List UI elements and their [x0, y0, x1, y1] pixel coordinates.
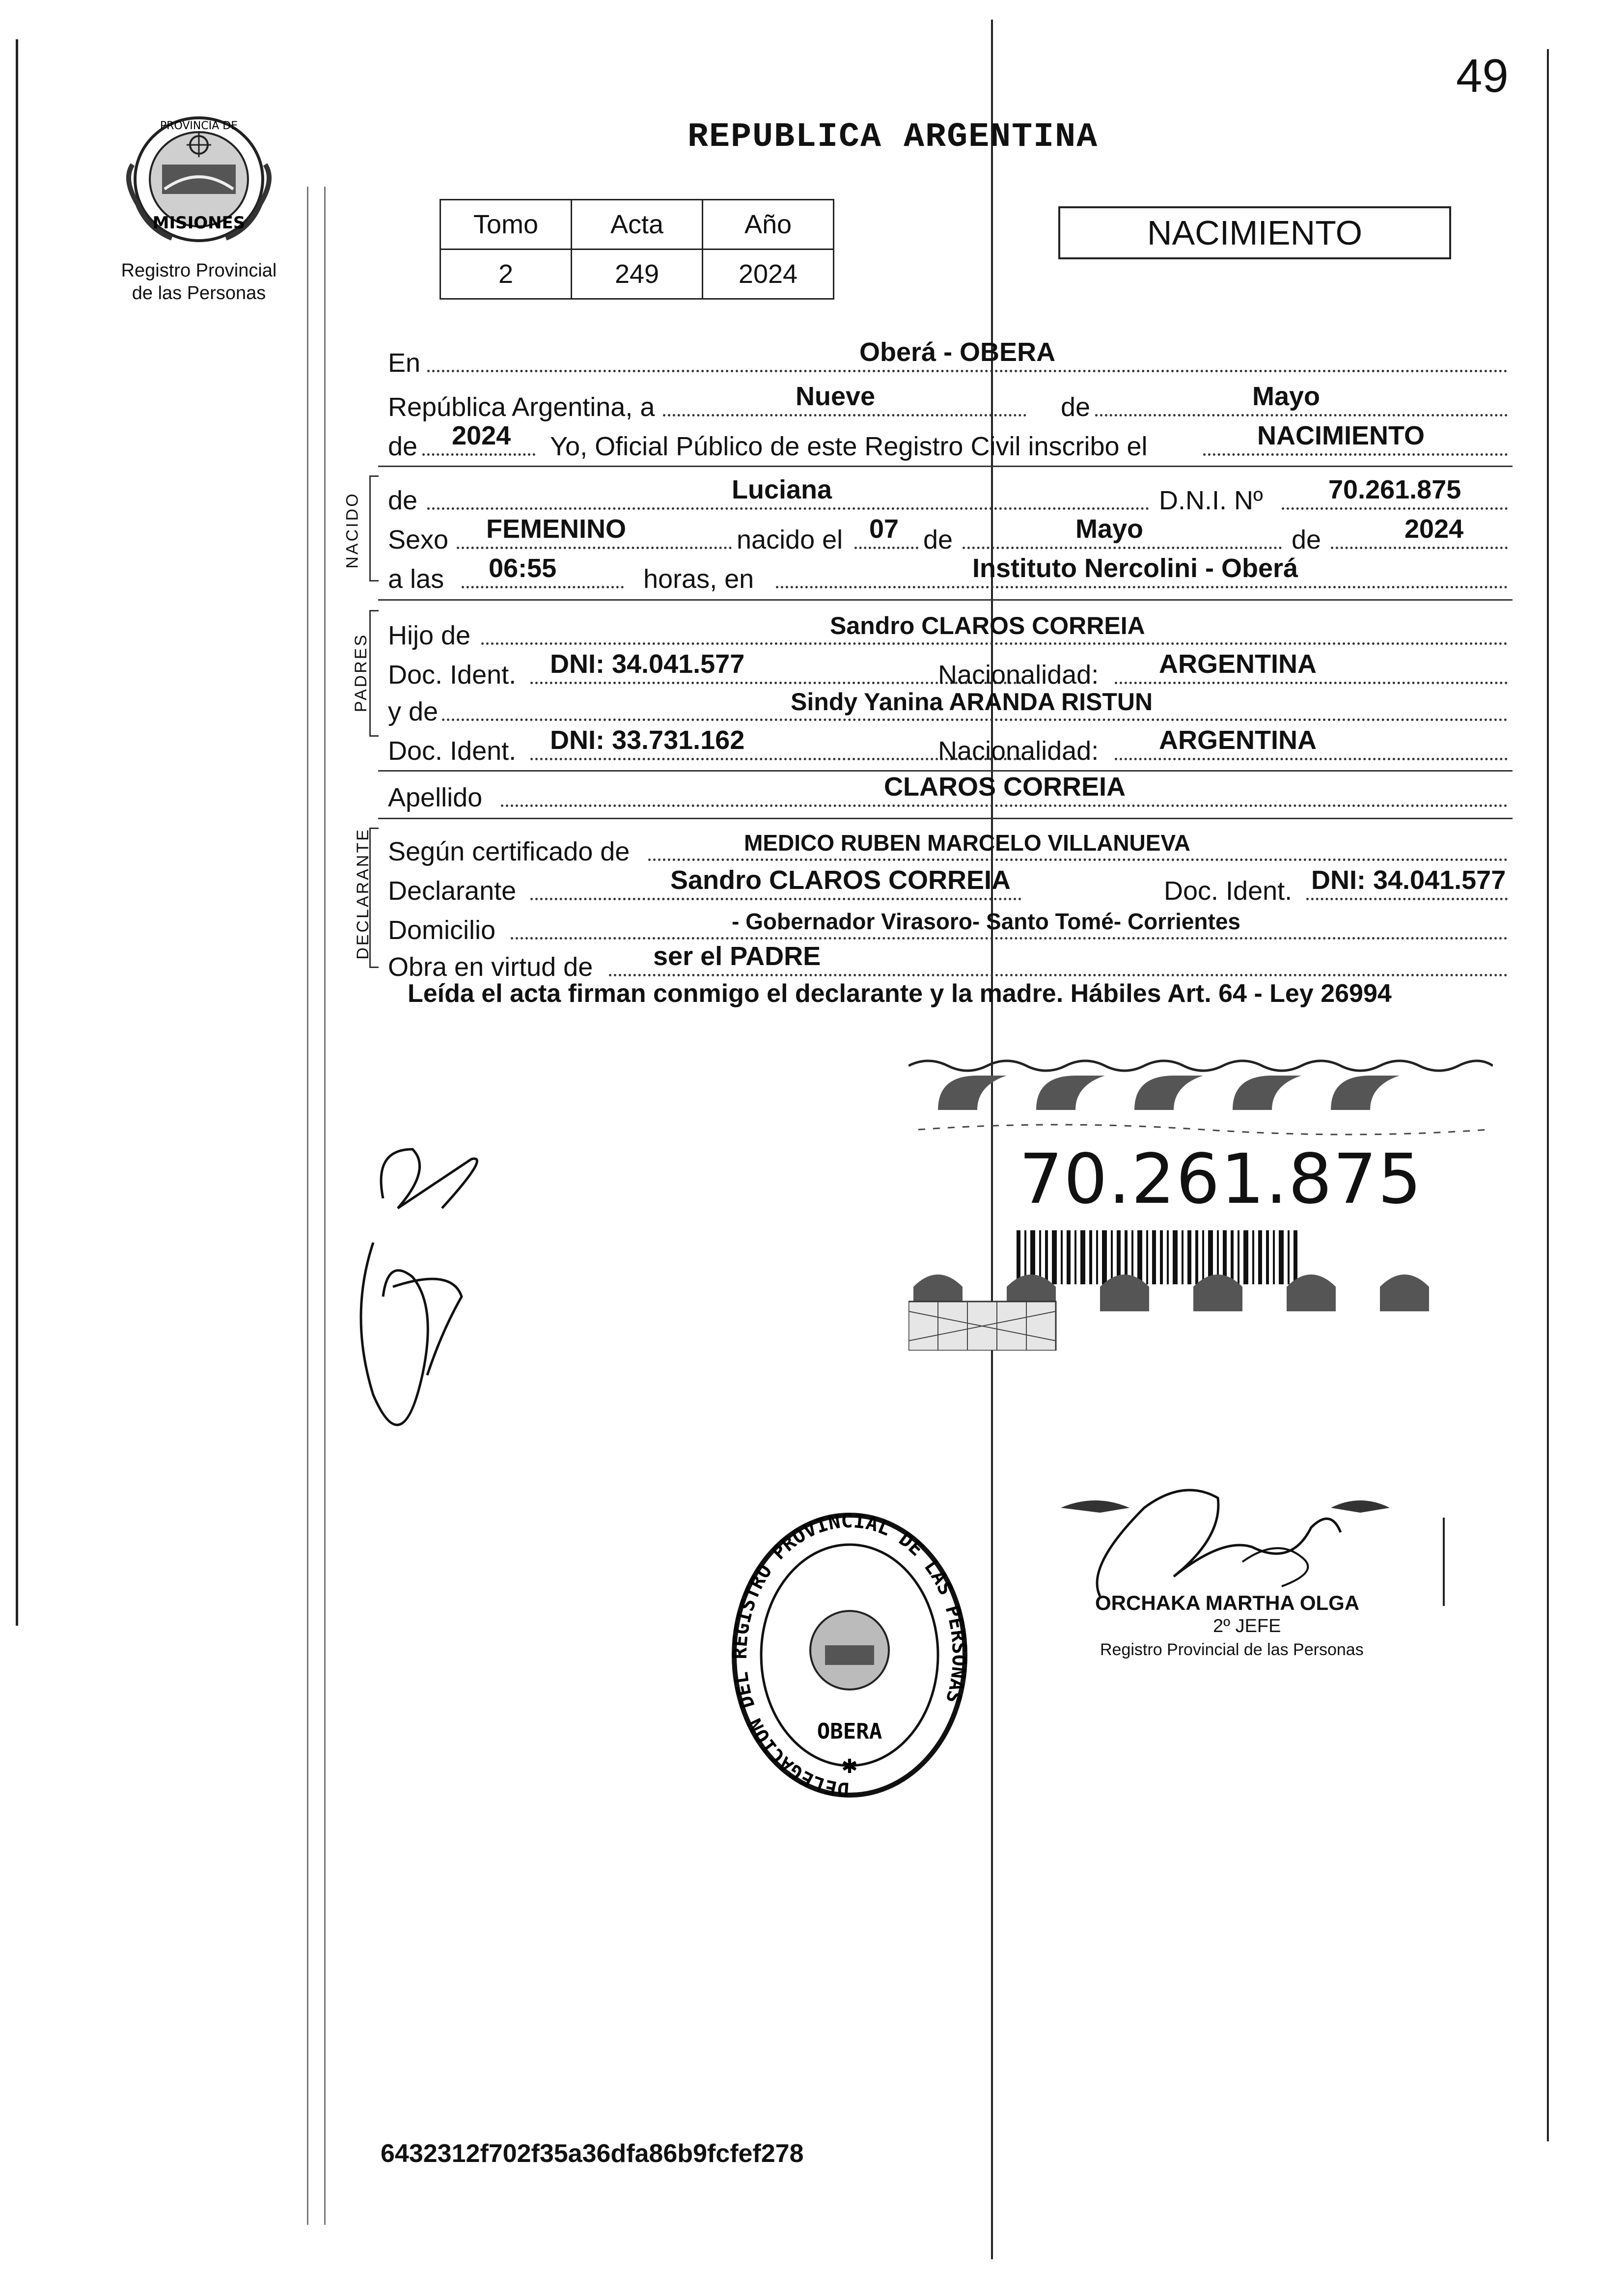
row-surname	[388, 769, 1513, 813]
label-nacionalidad-mother: Nacionalidad:	[938, 736, 1099, 766]
row-mother-doc	[388, 722, 1513, 766]
value-father-nationality: ARGENTINA	[1159, 649, 1317, 679]
row-father	[388, 607, 1513, 651]
act-type-box: NACIMIENTO	[1058, 206, 1451, 259]
dotted-leader	[963, 547, 1282, 549]
registry-value-anio: 2024	[703, 249, 834, 299]
delegation-seal-icon	[727, 1508, 972, 1802]
label-de-birth-year: de	[1292, 525, 1321, 554]
registry-value-acta: 249	[572, 249, 703, 299]
dotted-leader	[481, 642, 1508, 645]
row-mother	[388, 683, 1513, 727]
left-margin-rule	[16, 39, 18, 1626]
divider	[378, 818, 1513, 819]
binding-rule-2	[324, 187, 326, 2225]
row-declarant	[388, 862, 1513, 906]
label-doc-ident-mother: Doc. Ident.	[388, 736, 517, 766]
registry-value-tomo: 2	[440, 249, 572, 299]
right-margin-rule	[1547, 49, 1549, 2141]
label-dni: D.N.I. Nº	[1159, 486, 1263, 515]
security-arcs-top-icon	[938, 1076, 1400, 1110]
value-dni: 70.261.875	[1328, 475, 1461, 504]
value-birth-year: 2024	[1404, 514, 1464, 544]
label-hijo-de: Hijo de	[388, 621, 471, 650]
label-republica: República Argentina, a	[388, 392, 655, 422]
label-de-birth-month: de	[923, 525, 953, 554]
label-domicilio: Domicilio	[388, 915, 496, 945]
registry-header-anio: Año	[703, 200, 834, 249]
section-label-padres: PADRES	[352, 633, 371, 713]
seal-star-icon: ✱	[841, 1756, 858, 1777]
dotted-leader	[427, 370, 1508, 372]
value-declarant: Sandro CLAROS CORREIA	[670, 865, 1011, 895]
value-birth-time: 06:55	[489, 554, 557, 583]
divider	[378, 599, 1513, 601]
divider	[378, 466, 1513, 467]
value-mother-name: Sindy Yanina ARANDA RISTUN	[791, 688, 1153, 716]
value-birth-month: Mayo	[1075, 514, 1144, 544]
logo-seal-text-top: PROVINCIA DE	[160, 120, 238, 132]
label-de-month: de	[1061, 392, 1091, 422]
dotted-leader	[609, 974, 1508, 976]
binding-rule-1	[307, 187, 308, 2225]
value-year: 2024	[452, 421, 511, 450]
dotted-leader	[1115, 758, 1508, 760]
logo-caption-line1: Registro Provincial	[121, 260, 277, 281]
value-father-name: Sandro CLAROS CORREIA	[830, 612, 1145, 639]
value-mother-nationality: ARGENTINA	[1159, 725, 1317, 755]
dotted-leader	[1306, 898, 1508, 900]
section-label-nacido: NACIDO	[343, 492, 362, 569]
row-place	[388, 334, 1513, 378]
label-de-year: de	[388, 432, 418, 461]
value-sex: FEMENINO	[486, 514, 627, 544]
value-act-kind: NACIMIENTO	[1257, 421, 1425, 450]
dotted-leader	[501, 804, 1508, 807]
dotted-leader	[854, 547, 918, 549]
registry-table	[440, 199, 834, 300]
section-bracket-nacido	[369, 475, 379, 582]
label-nacionalidad-father: Nacionalidad:	[938, 660, 1099, 690]
barcode-icon	[1017, 1230, 1297, 1284]
closing-text: Leída el acta firman conmigo el declarante y la madre. Hábiles Art. 64 - Ley 26994	[408, 979, 1392, 1008]
official-name: ORCHAKA MARTHA OLGA	[1095, 1591, 1360, 1614]
label-obra-en-virtud: Obra en virtud de	[388, 952, 593, 982]
dotted-leader	[776, 586, 1508, 588]
logo-caption-line2: de las Personas	[132, 283, 266, 304]
value-birth-day: 07	[869, 514, 899, 544]
label-horas-en: horas, en	[643, 564, 754, 594]
registry-header-tomo: Tomo	[440, 200, 572, 249]
logo-caption	[93, 259, 304, 305]
label-nacido-el: nacido el	[737, 525, 843, 554]
label-apellido: Apellido	[388, 783, 483, 812]
label-doc-ident-declarant: Doc. Ident.	[1164, 876, 1293, 906]
row-name	[388, 471, 1513, 516]
row-year	[388, 417, 1513, 462]
value-declarant-doc: DNI: 34.041.577	[1311, 865, 1506, 895]
row-time-place	[388, 550, 1513, 594]
declarant-signature-icon	[344, 1120, 521, 1454]
guilloche-pattern-icon	[908, 1302, 1056, 1351]
seal-ring-text: DELEGACION DEL REGISTRO PROVINCIAL DE LAS PERSONAS	[728, 1509, 971, 1801]
dotted-leader	[427, 507, 1149, 510]
value-certificate-by: MEDICO RUBEN MARCELO VILLANUEVA	[744, 830, 1190, 856]
dotted-leader	[1331, 547, 1508, 549]
dotted-leader	[442, 719, 1508, 721]
row-certificate	[388, 823, 1513, 867]
label-declarante: Declarante	[388, 876, 517, 906]
logo-seal-text-bottom: MISIONES	[152, 213, 246, 233]
label-de-name: de	[388, 486, 418, 515]
value-month-text: Mayo	[1252, 382, 1321, 411]
label-segun-certificado: Según certificado de	[388, 837, 630, 866]
document-hash: 6432312f702f35a36dfa86b9fcfef278	[381, 2139, 804, 2168]
value-mother-doc: DNI: 33.731.162	[550, 725, 745, 755]
value-first-name: Luciana	[732, 475, 832, 504]
dotted-leader	[462, 586, 624, 588]
dotted-leader	[530, 898, 1021, 900]
value-address: - Gobernador Virasoro- Santo Tomé- Corrientes	[732, 909, 1241, 934]
security-dni-number: 70.261.875	[1019, 1139, 1423, 1219]
section-bracket-padres	[369, 610, 379, 737]
value-father-doc: DNI: 34.041.577	[550, 649, 745, 679]
dotted-leader	[1282, 507, 1508, 510]
value-place: Oberá - OBERA	[859, 337, 1056, 367]
label-y-de: y de	[388, 697, 439, 726]
label-sexo: Sexo	[388, 525, 449, 554]
page-number: 49	[1456, 50, 1509, 102]
dotted-leader	[422, 453, 535, 456]
dotted-leader	[648, 859, 1508, 861]
label-en: En	[388, 348, 421, 378]
row-capacity	[388, 938, 1513, 982]
row-date	[388, 378, 1513, 422]
dotted-leader	[1203, 453, 1508, 456]
provincial-coat-of-arms-icon	[118, 106, 280, 253]
label-a-las: a las	[388, 564, 444, 594]
seal-city: OBERA	[817, 1719, 882, 1744]
official-role: 2º JEFE	[1213, 1616, 1281, 1636]
dotted-leader	[663, 414, 1026, 416]
value-birth-place: Instituto Nercolini - Oberá	[972, 554, 1298, 583]
row-sex-birth	[388, 511, 1513, 555]
country-title: REPUBLICA ARGENTINA	[688, 118, 1099, 157]
value-surname: CLAROS CORREIA	[884, 772, 1126, 802]
value-capacity: ser el PADRE	[653, 942, 821, 971]
label-inscribo: Yo, Oficial Público de este Registro Civil inscribo el	[550, 432, 1148, 461]
value-day-text: Nueve	[796, 382, 876, 411]
section-bracket-declarante	[369, 828, 379, 968]
section-label-declarante: DECLARANTE	[353, 828, 372, 960]
official-office: Registro Provincial de las Personas	[1100, 1640, 1364, 1659]
registry-header-acta: Acta	[572, 200, 703, 249]
label-doc-ident-father: Doc. Ident.	[388, 660, 517, 690]
dotted-leader	[457, 547, 732, 549]
dotted-leader	[1095, 414, 1508, 416]
